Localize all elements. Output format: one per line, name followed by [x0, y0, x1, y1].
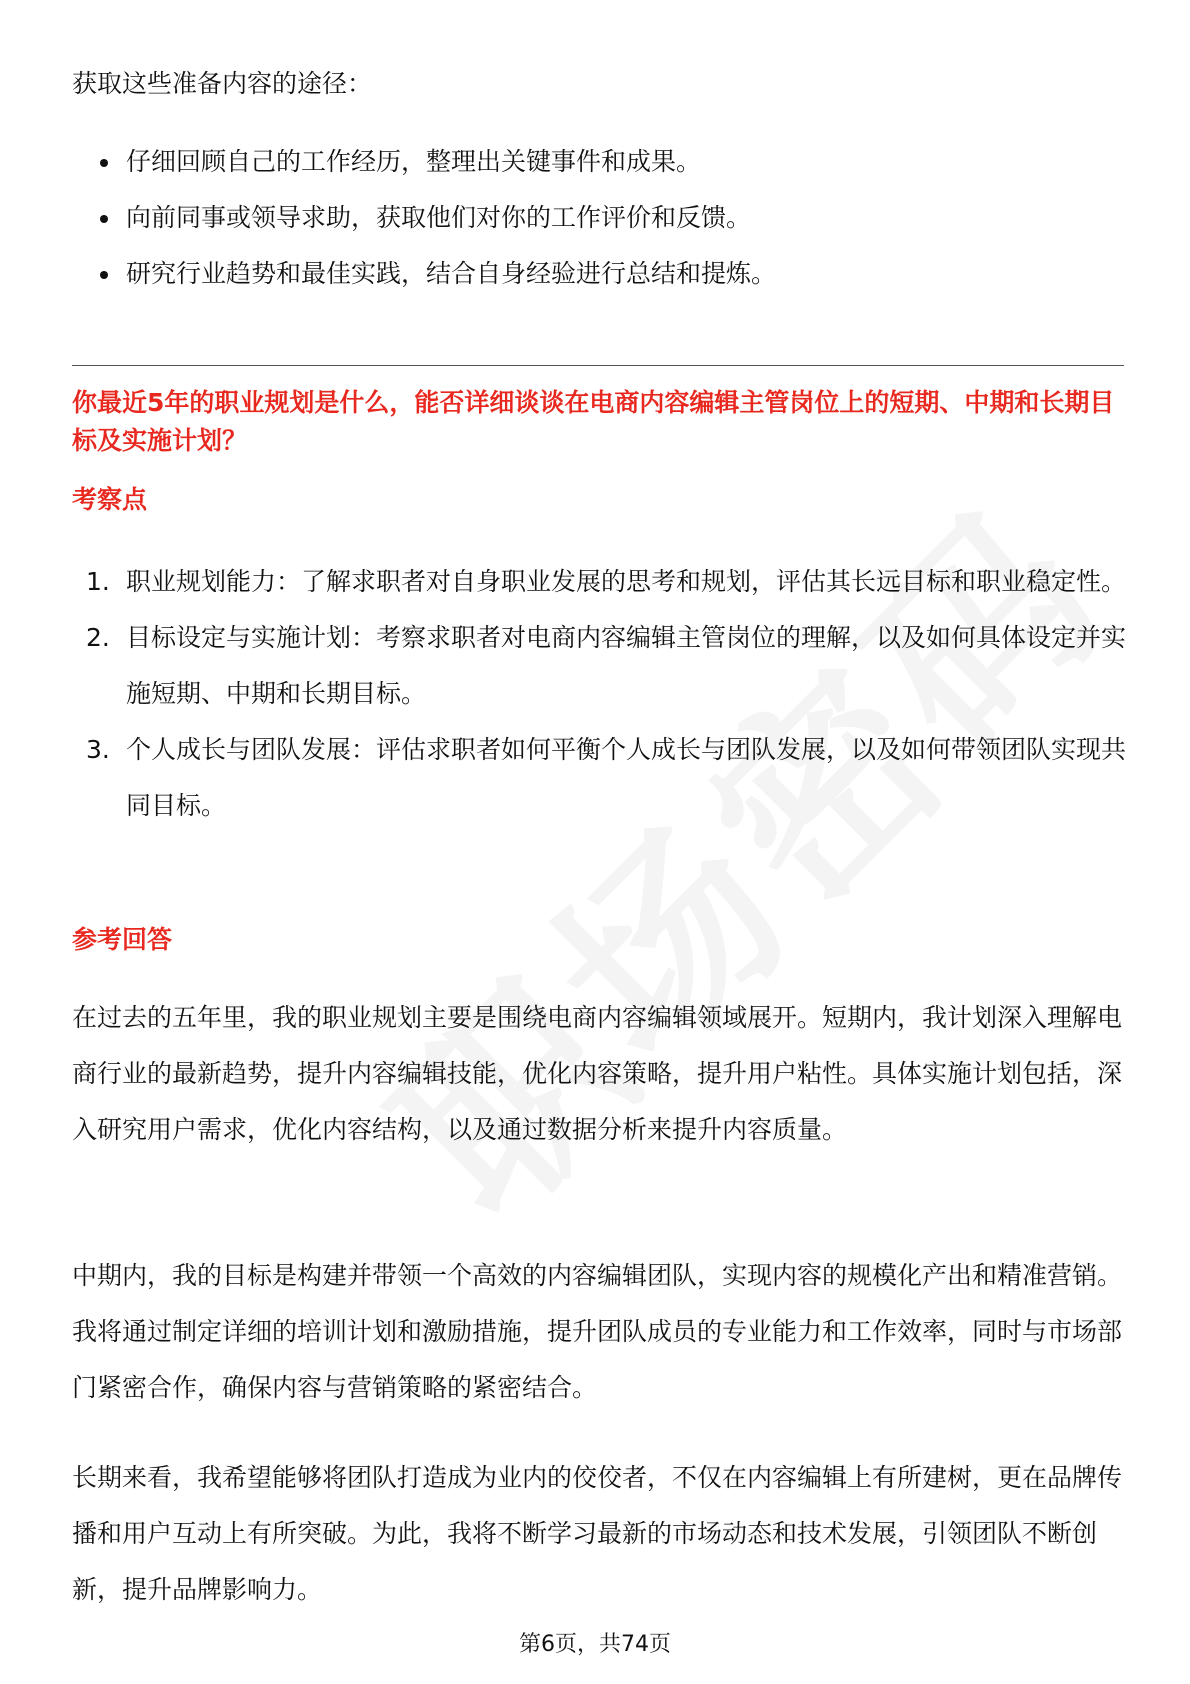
answer-paragraph: 在过去的五年里，我的职业规划主要是围绕电商内容编辑领域展开。短期内，我计划深入理解电商行业的最新趋势，提升内容编辑技能，优化内容策略，提升用户粘性。具体实施计划包括，深入研究用户需求，优化内容结构，以及通过数据分析来提升内容质量。 [72, 1003, 1123, 1144]
answer-paragraph: 中期内，我的目标是构建并带领一个高效的内容编辑团队，实现内容的规模化产出和精准营销。我将通过制定详细的培训计划和激励措施，提升团队成员的专业能力和工作效率，同时与市场部门紧密合作，确保内容与营销策略的紧密结合。 [72, 1261, 1123, 1402]
intro-text: 获取这些准备内容的途径： [72, 69, 373, 98]
point-item [72, 554, 1132, 610]
bullet-item: 仔细回顾自己的工作经历，整理出关键事件和成果。 [72, 142, 1122, 182]
points-label: 考察点 [72, 485, 148, 514]
point-item [72, 610, 1132, 722]
section-divider [72, 365, 1124, 366]
point-text: 个人成长与团队发展：评估求职者如何平衡个人成长与团队发展，以及如何带领团队实现共同目标。 [126, 735, 1127, 820]
bullet-list [72, 142, 1122, 310]
point-text: 目标设定与实施计划：考察求职者对电商内容编辑主管岗位的理解，以及如何具体设定并实施短期、中期和长期目标。 [126, 623, 1127, 708]
point-text: 职业规划能力：了解求职者对自身职业发展的思考和规划，评估其长远目标和职业稳定性。 [126, 567, 1127, 596]
point-number: 1. [86, 567, 110, 596]
bullet-item: 向前同事或领导求助，获取他们对你的工作评价和反馈。 [72, 198, 1122, 238]
point-number: 2. [86, 623, 110, 652]
page-number-footer: 第6页，共74页 [519, 1632, 671, 1657]
point-item [72, 722, 1132, 834]
answer-paragraph: 长期来看，我希望能够将团队打造成为业内的佼佼者，不仅在内容编辑上有所建树，更在品牌传播和用户互动上有所突破。为此，我将不断学习最新的市场动态和技术发展，引领团队不断创新，提升品牌影响力。 [72, 1463, 1123, 1604]
points-list [72, 554, 1132, 834]
point-number: 3. [86, 735, 110, 764]
answer-label: 参考回答 [72, 925, 173, 954]
bullet-item: 研究行业趋势和最佳实践，结合自身经验进行总结和提炼。 [72, 254, 1122, 294]
question-heading: 你最近5年的职业规划是什么，能否详细谈谈在电商内容编辑主管岗位上的短期、中期和长期目标及实施计划？ [72, 388, 1115, 455]
